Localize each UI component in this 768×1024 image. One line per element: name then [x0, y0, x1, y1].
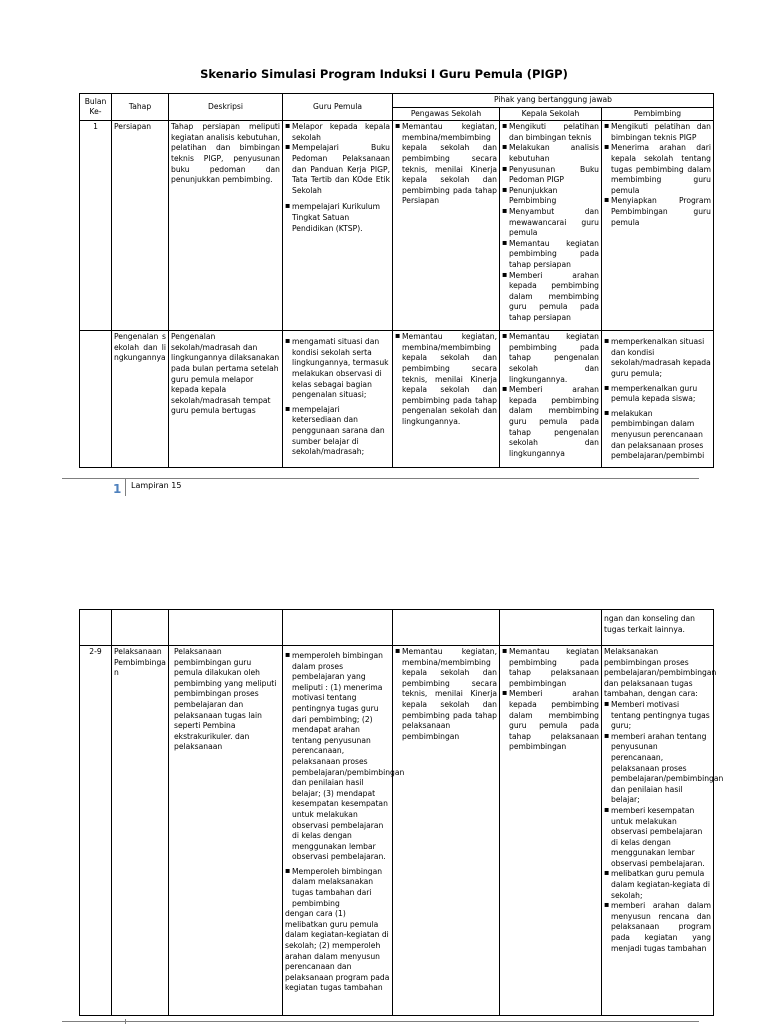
document-title: Skenario Simulasi Program Induksi I Guru Pemula (PIGP) [200, 67, 568, 81]
footer-separator [125, 1019, 126, 1024]
cell-bulan: 2-9 [80, 646, 112, 1016]
empty-cell [500, 610, 602, 646]
cell-pembimbing [602, 331, 714, 468]
cell-deskripsi: Tahap persiapan meliputi kegiatan analisis kebutuhan, pelatihan dan bimbingan teknis PIGP, penyusunan buku pedoman dan penunjukkan pembimbing. [169, 121, 283, 331]
cell-kepala [500, 121, 602, 331]
cell-pengawas [393, 121, 500, 331]
guru-tail: dengan cara (1) melibatkan guru pemula dalam kegiatan-kegiatan di sekolah; (2) memperoleh arahan dalam menyusun perencanaan dan pelaksanaan program pada kegiatan tugas tambahan [285, 909, 390, 993]
table-row [80, 121, 714, 331]
list-item: ▪ Memberi motivasi tentang pentingnya tugas guru; [604, 700, 711, 732]
list-item: ▪ memperkenalkan guru pemula kepada siswa; [604, 384, 711, 405]
list-item: ▪ melakukan pembimbingan dalam menyusun perencanaan dan pelaksanaan proses pembelajaran/pembimbi [604, 409, 711, 462]
header-pembimbing: Pembimbing [602, 107, 714, 121]
cell-deskripsi: Pengenalan sekolah/madrasah dan lingkungannya dilaksanakan pada bulan pertama setelah guru pemula melapor kepada kepala sekolah/madrasah tempat guru pemula bertugas [169, 331, 283, 468]
cell-pembimbing [602, 121, 714, 331]
cell-pengawas [393, 646, 500, 1016]
list-item: ▪ Melakukan analisis kebutuhan [502, 143, 599, 164]
table-row [80, 331, 714, 468]
header-deskripsi: Deskripsi [169, 94, 283, 121]
empty-cell [80, 610, 112, 646]
table-row [80, 610, 714, 646]
scenario-table-continued [79, 609, 724, 1016]
cell-bulan: 1 [80, 121, 112, 331]
header-pengawas: Pengawas Sekolah [393, 107, 500, 121]
list-item: ▪ Penyusunan Buku Pedoman PIGP [502, 165, 599, 186]
list-item: ▪ Mempelajari Buku Pedoman Pelaksanaan dan Panduan Kerja PIGP, Tata Tertib dan KOde Etik Sekolah [285, 143, 390, 196]
footer-rule [62, 1021, 699, 1022]
table-row [80, 646, 714, 1016]
list-item: ▪ Melapor kepada kepala sekolah [285, 122, 390, 143]
cell-guru [283, 646, 405, 1016]
list-item: ▪ memberi kesempatan untuk melakukan observasi pembelajaran di kelas dengan menggunakan lembar observasi pembelajaran. [604, 806, 711, 870]
cell-kepala [500, 331, 602, 468]
list-item: ▪ memperkenalkan situasi dan kondisi sekolah/madrasah kepada guru pemula; [604, 337, 711, 379]
header-kepala: Kepala Sekolah [500, 107, 602, 121]
list-item: ▪ memberi arahan tentang penyusunan perencanaan, pelaksanaan proses pembelajaran/pembimbingan dan penilaian hasil belajar; [604, 732, 711, 806]
header-tahap: Tahap [112, 94, 169, 121]
list-item: ▪ Mengikuti pelatihan dan bimbingan teknis PIGP [604, 122, 711, 143]
cell-tahap: Persiapan [112, 121, 169, 331]
page-number: 1 [113, 482, 122, 496]
list-item: ▪ Memantau kegiatan, membina/membimbing kepala sekolah dan pembimbing secara teknis, menilai Kinerja kepala sekolah dan pembimbing pada tahap Persiapan [395, 122, 497, 207]
cell-guru [283, 331, 393, 468]
list-item: ▪ Mengikuti pelatihan dan bimbingan teknis [502, 122, 599, 143]
empty-cell [393, 610, 500, 646]
list-item: ▪ mempelajari Kurikulum Tingkat Satuan Pendidikan (KTSP). [285, 202, 390, 234]
pembimbing-intro: Melaksanakan pembimbingan proses pembelajaran/pembimbingan dan pelaksanaan tugas tambahan, dengan cara: [604, 647, 717, 699]
cell-deskripsi: Pelaksanaan pembimbingan guru pemula dilakukan oleh pembimbing yang meliputi pembimbingan proses pembelajaran dan pelaksanaan tugas lain seperti Pembina ekstrakurikuler. dan pelaksanaan [169, 646, 283, 1016]
empty-cell [112, 610, 169, 646]
empty-cell [169, 610, 283, 646]
cell-pengawas [393, 331, 500, 468]
header-pihak: Pihak yang bertanggung jawab [393, 94, 714, 108]
cell-pembimbing: ngan dan konseling dan tugas terkait lainnya. [602, 610, 714, 646]
list-item: ▪ Penunjukkan Pembimbing [502, 186, 599, 207]
scenario-table [79, 93, 714, 468]
cell-pembimbing [602, 646, 724, 1016]
list-item: ▪ mengamati situasi dan kondisi sekolah serta lingkungannya, termasuk melakukan observasi di kelas sebagai bagian pengenalan situasi; [285, 337, 390, 401]
footer-rule [62, 478, 699, 479]
list-item: ▪ Memantau kegiatan, membina/membimbing kepala sekolah dan pembimbing secara teknis, menilai Kinerja kepala sekolah dan pembimbing pada tahap pelaksanaan pembimbingan [395, 647, 497, 742]
cell-tahap: Pelaksanaan Pembimbingan [112, 646, 169, 1016]
cell-kepala [500, 646, 602, 1016]
list-item: ▪ mempelajari ketersediaan dan penggunaan sarana dan sumber belajar di sekolah/madrasah; [285, 405, 390, 458]
header-guru-pemula: Guru Pemula [283, 94, 393, 121]
cell-bulan [80, 331, 112, 468]
list-item: ▪ memberi arahan dalam menyusun rencana dan pelaksanaan program pada kegiatan yang menjadi tugas tambahan [604, 901, 711, 954]
list-item: ▪ Memantau kegiatan, membina/membimbing kepala sekolah dan pembimbing secara teknis, menilai Kinerja kepala sekolah dan pembimbing pada tahap pengenalan sekolah dan lingkungannya. [395, 332, 497, 427]
footer-label: Lampiran 15 [131, 481, 182, 490]
list-item: ▪ Menerima arahan dari kepala sekolah tentang tugas pembimbing dalam membimbing guru pemula [604, 143, 711, 196]
list-item: ▪ Memantau kegiatan pembimbing pada tahap pelaksanaan pembimbingan [502, 647, 599, 689]
list-item: ▪ Memantau kegiatan pembimbing pada tahap persiapan [502, 239, 599, 271]
list-item: ▪ melibatkan guru pemula dalam kegiatan-kegiata di sekolah; [604, 869, 711, 901]
list-item: ▪ Memberi arahan kepada pembimbing dalam membimbing guru pemula pada tahap pelaksanaan pembimbingan [502, 689, 599, 753]
cell-guru [283, 121, 393, 331]
list-item: ▪ Menyiapkan Program Pembimbingan guru pemula [604, 196, 711, 228]
list-item: ▪ Memberi arahan kepada pembimbing dalam membimbing guru pemula pada tahap pengenalan sekolah dan lingkungannya [502, 385, 599, 459]
list-item: ▪ Memperoleh bimbingan dalam melaksanakan tugas tambahan dari pembimbing [285, 867, 390, 909]
list-item: ▪ Memantau kegiatan pembimbing pada tahap pengenalan sekolah dan lingkungannya. [502, 332, 599, 385]
footer-separator [125, 479, 126, 496]
empty-cell [283, 610, 393, 646]
list-item: ▪ memperoleh bimbingan dalam proses pembelajaran yang meliputi : (1) menerima motivasi tentang pentingnya tugas guru dari pembimbing; (2) mendapat arahan tentang penyusunan perencanaan, pelaksanaan proses pembelajaran/pembimbingan dan penilaian hasil belajar; (3) mendapat kesempatan kesempatan untuk melakukan observasi pembelajaran di kelas dengan menggunakan lembar observasi pembelajaran. [285, 651, 390, 863]
list-item: ▪ Memberi arahan kepada pembimbing dalam membimbing guru pemula pada tahap persiapan [502, 271, 599, 324]
list-item: ▪ Menyambut dan mewawancarai guru pemula [502, 207, 599, 239]
cell-tahap: Pengenalan sekolah dan lingkungannya [112, 331, 169, 468]
header-bulan: Bulan Ke- [80, 94, 112, 121]
